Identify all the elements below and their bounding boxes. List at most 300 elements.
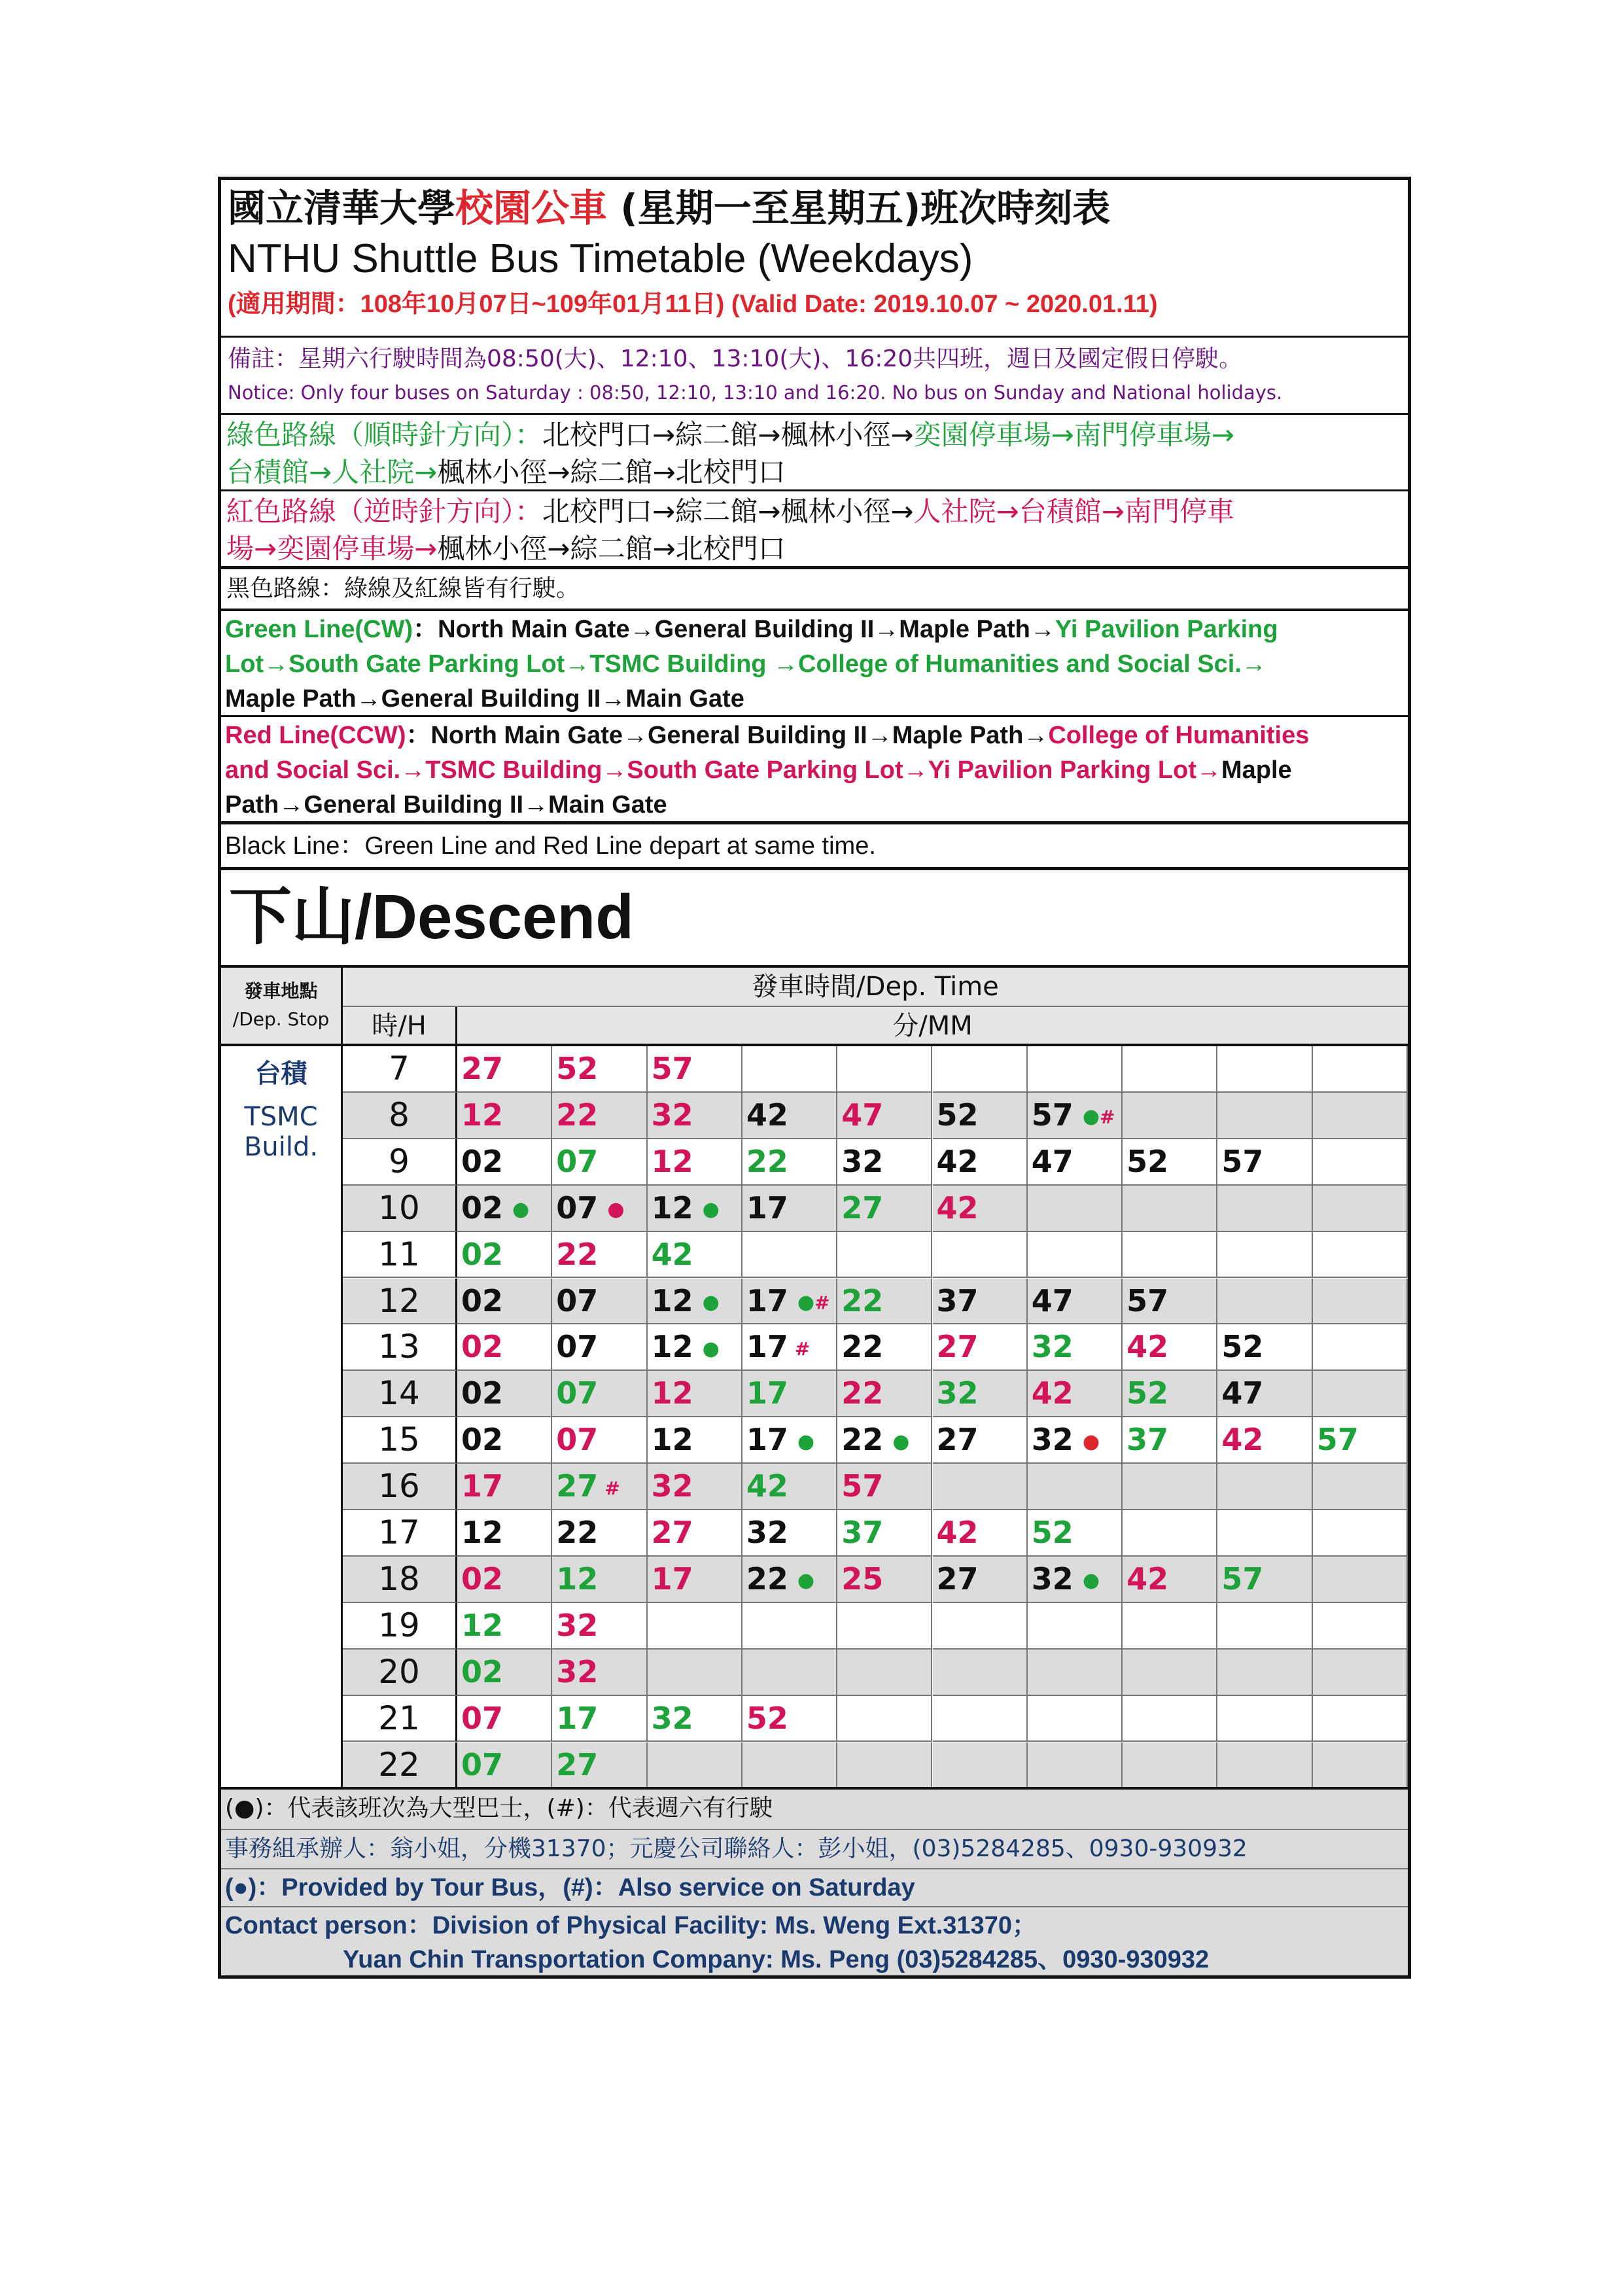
minute-cell: [933, 1371, 1028, 1417]
minute-value: 42: [1221, 1422, 1264, 1458]
minute-cell: [648, 1324, 742, 1371]
empty-cell: [1123, 1510, 1217, 1557]
footer: [221, 1787, 1408, 1975]
minute-value: 32: [1031, 1561, 1073, 1597]
empty-cell: [742, 1046, 837, 1093]
minute-value: 52: [1031, 1515, 1073, 1550]
minute-value: 22: [746, 1561, 788, 1597]
minute-cell: [1028, 1371, 1123, 1417]
empty-cell: [1313, 1046, 1408, 1093]
empty-cell: [648, 1650, 742, 1696]
minute-cell: [837, 1371, 932, 1417]
minute-value: 37: [1126, 1422, 1169, 1458]
minute-value: 12: [651, 1329, 693, 1365]
black-route-zh: [221, 566, 1408, 609]
minute-cell: [1028, 1324, 1123, 1371]
green-route-en: [221, 609, 1408, 715]
contact-en: [221, 1906, 1408, 1975]
red-route-en-seg3: and Social Sci.→TSMC Building→South Gate Parking Lot→Yi Pavilion Parking Lot→: [225, 756, 1221, 784]
title-zh-part1: 國立清華大學: [228, 186, 456, 230]
minute-value: 52: [746, 1700, 788, 1736]
empty-cell: [1313, 1510, 1408, 1557]
tour-bus-dot-icon: ●: [702, 1291, 720, 1314]
minute-value: 02: [461, 1282, 504, 1318]
tour-bus-dot-icon: ●: [1082, 1430, 1100, 1453]
minute-header: 分/MM: [457, 1007, 1408, 1046]
minute-value: 27: [651, 1515, 693, 1550]
minute-value: 22: [841, 1329, 884, 1365]
minute-cell: [648, 1464, 742, 1510]
green-route-zh: [221, 413, 1408, 489]
dep-time-header: 發車時間/Dep. Time: [343, 968, 1408, 1007]
minute-cell: [742, 1510, 837, 1557]
hour-cell: 14: [343, 1371, 457, 1417]
hour-cell: 19: [343, 1603, 457, 1650]
hour-cell: 8: [343, 1093, 457, 1139]
empty-cell: [1123, 1093, 1217, 1139]
empty-cell: [933, 1696, 1028, 1742]
minute-value: 32: [651, 1468, 693, 1504]
empty-cell: [1313, 1139, 1408, 1186]
title-zh: [228, 184, 1408, 232]
minute-cell: [742, 1093, 837, 1139]
hour-cell: 16: [343, 1464, 457, 1510]
empty-cell: [1313, 1324, 1408, 1371]
green-route-en-label: Green Line(CW): [225, 616, 413, 643]
empty-cell: [1217, 1232, 1312, 1279]
empty-cell: [1028, 1464, 1123, 1510]
minute-cell: [457, 1557, 552, 1603]
minute-value: 42: [651, 1236, 693, 1272]
minute-value: 02: [461, 1329, 504, 1365]
minute-value: 22: [841, 1375, 884, 1411]
legend-zh: (●)：代表該班次為大型巴士，(#)：代表週六有行駛: [221, 1790, 1408, 1829]
empty-cell: [1123, 1742, 1217, 1789]
empty-cell: [1123, 1603, 1217, 1650]
minute-cell: [552, 1139, 647, 1186]
minute-value: 32: [746, 1515, 788, 1550]
empty-cell: [837, 1603, 932, 1650]
timetable-grid: [221, 965, 1408, 1789]
minute-value: 17: [746, 1375, 788, 1411]
minute-value: 12: [556, 1561, 599, 1597]
empty-cell: [1313, 1650, 1408, 1696]
minute-cell: [1028, 1279, 1123, 1325]
empty-cell: [1217, 1603, 1312, 1650]
minute-value: 32: [556, 1607, 599, 1643]
minute-value: 07: [556, 1190, 599, 1226]
minute-cell: [1217, 1557, 1312, 1603]
minute-value: 22: [556, 1515, 599, 1550]
minute-value: 32: [1031, 1329, 1073, 1365]
minute-cell: [1217, 1417, 1312, 1464]
minute-value: 25: [841, 1561, 884, 1597]
minute-cell: [457, 1186, 552, 1232]
minute-cell: [837, 1279, 932, 1325]
minute-cell: [648, 1046, 742, 1093]
minute-cell: [742, 1324, 837, 1371]
descend-heading: 下山/Descend: [229, 882, 634, 952]
minute-cell: [837, 1093, 932, 1139]
minute-value: 02: [461, 1422, 504, 1458]
empty-cell: [1313, 1232, 1408, 1279]
minute-value: 02: [461, 1236, 504, 1272]
contact-en-line2: Yuan Chin Transportation Company: Ms. Peng (03)5284285、0930-930932: [343, 1946, 1210, 1973]
tour-bus-dot-icon: ●: [702, 1198, 720, 1222]
hour-cell: 21: [343, 1696, 457, 1742]
minute-cell: [552, 1696, 647, 1742]
minute-cell: [648, 1186, 742, 1232]
minute-value: 17: [746, 1329, 788, 1365]
minute-cell: [552, 1324, 647, 1371]
minute-value: 27: [841, 1190, 884, 1226]
saturday-mark-icon: #: [604, 1477, 620, 1499]
notice-zh: 備註：星期六行駛時間為08:50(大)、12:10、13:10(大)、16:20共四班，週日及國定假日停駛。: [228, 345, 1243, 372]
minute-cell: [648, 1696, 742, 1742]
minute-cell: [1313, 1417, 1408, 1464]
minute-value: 07: [461, 1700, 504, 1736]
minute-value: 17: [651, 1561, 693, 1597]
minute-value: 32: [936, 1375, 979, 1411]
red-route-en-label: Red Line(CCW): [225, 722, 406, 749]
green-route-zh-seg2: 奕園停車場→南門停車場→: [913, 419, 1234, 451]
empty-cell: [837, 1650, 932, 1696]
red-route-zh-seg4: 楓林小徑→綜二館→北校門口: [437, 533, 786, 565]
saturday-mark-icon: #: [1100, 1106, 1115, 1128]
tour-bus-dot-icon: ●: [1082, 1569, 1100, 1593]
empty-cell: [1217, 1093, 1312, 1139]
minute-value: 02: [461, 1190, 504, 1226]
minute-value: 47: [1031, 1143, 1073, 1179]
stop-name-en-2: Build.: [243, 1132, 319, 1162]
minute-cell: [1028, 1510, 1123, 1557]
minute-cell: [457, 1510, 552, 1557]
empty-cell: [742, 1603, 837, 1650]
minute-value: 17: [746, 1190, 788, 1226]
minute-value: 22: [556, 1236, 599, 1272]
hour-cell: 17: [343, 1510, 457, 1557]
minute-cell: [742, 1464, 837, 1510]
hour-cell: 12: [343, 1279, 457, 1325]
minute-cell: [837, 1139, 932, 1186]
tour-bus-dot-icon: ●: [797, 1569, 815, 1593]
hour-cell: 7: [343, 1046, 457, 1093]
minute-cell: [742, 1186, 837, 1232]
minute-cell: [742, 1557, 837, 1603]
green-route-en-line2: Lot→South Gate Parking Lot→TSMC Building →College of Humanities and Social Sci.→: [225, 650, 1266, 678]
empty-cell: [1217, 1186, 1312, 1232]
red-route-zh-label: 紅色路線（逆時針方向）：: [226, 495, 543, 527]
minute-value: 42: [746, 1097, 788, 1133]
minute-cell: [552, 1186, 647, 1232]
minute-cell: [1123, 1279, 1217, 1325]
minute-value: 12: [651, 1375, 693, 1411]
minute-value: 57: [1031, 1097, 1073, 1133]
minute-value: 12: [651, 1190, 693, 1226]
minute-cell: [933, 1186, 1028, 1232]
empty-cell: [1313, 1279, 1408, 1325]
stop-name-en-1: TSMC: [244, 1102, 318, 1132]
saturday-mark-icon: #: [814, 1292, 830, 1313]
minute-value: 17: [746, 1422, 788, 1458]
stop-column: [221, 1046, 343, 1789]
minute-value: 32: [841, 1143, 884, 1179]
minute-cell: [837, 1417, 932, 1464]
minute-value: 07: [556, 1375, 599, 1411]
minute-value: 57: [651, 1051, 693, 1086]
minute-value: 27: [936, 1422, 979, 1458]
minute-cell: [933, 1093, 1028, 1139]
minute-value: 17: [461, 1468, 504, 1504]
minute-value: 22: [556, 1097, 599, 1133]
minute-value: 07: [556, 1329, 599, 1365]
empty-cell: [742, 1650, 837, 1696]
minute-cell: [457, 1417, 552, 1464]
minute-cell: [1123, 1324, 1217, 1371]
descend-heading-block: [221, 867, 1408, 965]
minute-value: 32: [651, 1097, 693, 1133]
minute-value: 57: [1221, 1143, 1264, 1179]
empty-cell: [837, 1046, 932, 1093]
empty-cell: [1028, 1650, 1123, 1696]
empty-cell: [933, 1464, 1028, 1510]
red-route-zh-seg1: 北校門口→綜二館→楓林小徑→: [542, 495, 914, 527]
empty-cell: [1217, 1650, 1312, 1696]
empty-cell: [837, 1232, 932, 1279]
empty-cell: [1217, 1696, 1312, 1742]
minute-value: 47: [841, 1097, 884, 1133]
empty-cell: [1123, 1464, 1217, 1510]
red-route-en-seg1: ：North Main Gate→General Building II→Maple Path→: [406, 722, 1049, 749]
empty-cell: [1123, 1650, 1217, 1696]
minute-cell: [648, 1371, 742, 1417]
title-zh-highlight: 校園公車: [455, 186, 608, 230]
empty-cell: [1313, 1696, 1408, 1742]
minute-cell: [648, 1557, 742, 1603]
minute-value: 17: [556, 1700, 599, 1736]
empty-cell: [1313, 1371, 1408, 1417]
empty-cell: [1123, 1046, 1217, 1093]
empty-cell: [1217, 1464, 1312, 1510]
minute-value: 42: [936, 1190, 979, 1226]
minute-cell: [1028, 1139, 1123, 1186]
minute-cell: [933, 1417, 1028, 1464]
minute-value: 32: [1031, 1422, 1073, 1458]
green-route-zh-seg3: 台積館→人社院→: [226, 456, 438, 488]
minute-cell: [933, 1324, 1028, 1371]
title-en: NTHU Shuttle Bus Timetable (Weekdays): [228, 236, 973, 281]
minute-cell: [552, 1417, 647, 1464]
hour-cell: 9: [343, 1139, 457, 1186]
black-route-en: [221, 821, 1408, 867]
minute-cell: [552, 1742, 647, 1789]
green-route-en-seg1: ：North Main Gate→General Building II→Maple Path→: [413, 616, 1055, 643]
minute-cell: [457, 1742, 552, 1789]
minute-value: 22: [746, 1143, 788, 1179]
notice-en: Notice: Only four buses on Saturday : 08:50, 12:10, 13:10 and 16:20. No bus on Sunday and National holidays.: [228, 381, 1283, 404]
minute-cell: [457, 1139, 552, 1186]
empty-cell: [742, 1232, 837, 1279]
empty-cell: [933, 1742, 1028, 1789]
empty-cell: [1313, 1464, 1408, 1510]
minute-value: 07: [461, 1746, 504, 1782]
empty-cell: [1123, 1232, 1217, 1279]
stop-header-en: /Dep. Stop: [232, 1008, 330, 1030]
minute-cell: [837, 1186, 932, 1232]
minute-value: 42: [1126, 1561, 1169, 1597]
tour-bus-dot-icon: ●: [512, 1198, 530, 1222]
tour-bus-dot-icon: ●: [702, 1337, 720, 1360]
empty-cell: [648, 1742, 742, 1789]
minute-value: 12: [651, 1422, 693, 1458]
minute-cell: [648, 1093, 742, 1139]
minute-cell: [648, 1232, 742, 1279]
minute-cell: [1217, 1324, 1312, 1371]
tour-bus-dot-icon: ●: [797, 1430, 815, 1453]
minute-value: 52: [1126, 1375, 1169, 1411]
minute-value: 02: [461, 1375, 504, 1411]
red-route-en-seg4: Maple: [1221, 756, 1292, 784]
empty-cell: [1217, 1742, 1312, 1789]
hour-cell: 13: [343, 1324, 457, 1371]
minute-value: 02: [461, 1143, 504, 1179]
empty-cell: [1028, 1603, 1123, 1650]
empty-cell: [1217, 1279, 1312, 1325]
notice-block: [221, 336, 1408, 413]
minute-value: 37: [841, 1515, 884, 1550]
minute-value: 42: [746, 1468, 788, 1504]
minute-cell: [1123, 1557, 1217, 1603]
minute-value: 57: [1126, 1282, 1169, 1318]
contact-en-line1: Contact person：Division of Physical Facility: Ms. Weng Ext.31370；: [225, 1912, 1037, 1939]
minute-cell: [1217, 1371, 1312, 1417]
minute-value: 47: [1221, 1375, 1264, 1411]
empty-cell: [1217, 1046, 1312, 1093]
minute-cell: [457, 1046, 552, 1093]
red-route-zh-seg3: 場→奕園停車場→: [226, 533, 438, 565]
red-route-zh: [221, 489, 1408, 566]
minute-cell: [552, 1603, 647, 1650]
green-route-zh-seg1: 北校門口→綜二館→楓林小徑→: [542, 419, 914, 451]
empty-cell: [933, 1603, 1028, 1650]
minute-value: 27: [936, 1329, 979, 1365]
minute-value: 32: [651, 1700, 693, 1736]
empty-cell: [1123, 1696, 1217, 1742]
empty-cell: [1028, 1046, 1123, 1093]
minute-cell: [1123, 1417, 1217, 1464]
minute-value: 52: [936, 1097, 979, 1133]
minute-cell: [457, 1650, 552, 1696]
minute-value: 42: [1031, 1375, 1073, 1411]
minute-value: 27: [461, 1051, 504, 1086]
green-route-en-seg2: Yi Pavilion Parking: [1055, 616, 1278, 643]
minute-cell: [837, 1324, 932, 1371]
hour-cell: 22: [343, 1742, 457, 1789]
minute-cell: [457, 1603, 552, 1650]
minute-cell: [552, 1464, 647, 1510]
tour-bus-dot-icon: ●: [892, 1430, 910, 1453]
empty-cell: [1313, 1603, 1408, 1650]
timetable-document: [218, 177, 1411, 1979]
minute-value: 07: [556, 1422, 599, 1458]
empty-cell: [933, 1232, 1028, 1279]
red-route-zh-seg2: 人社院→台積館→南門停車: [913, 495, 1234, 527]
minute-cell: [1123, 1371, 1217, 1417]
minute-value: 57: [1221, 1561, 1264, 1597]
minute-value: 52: [1221, 1329, 1264, 1365]
empty-cell: [1123, 1186, 1217, 1232]
minute-cell: [552, 1510, 647, 1557]
minute-value: 12: [461, 1515, 504, 1550]
minute-value: 47: [1031, 1282, 1073, 1318]
legend-en: (●)：Provided by Tour Bus，(#)：Also service on Saturday: [221, 1868, 1408, 1906]
empty-cell: [1028, 1232, 1123, 1279]
minute-cell: [457, 1093, 552, 1139]
minute-cell: [1028, 1557, 1123, 1603]
minute-value: 52: [1126, 1143, 1169, 1179]
green-route-zh-label: 綠色路線（順時針方向）：: [226, 419, 543, 451]
hour-cell: 20: [343, 1650, 457, 1696]
empty-cell: [1028, 1186, 1123, 1232]
minute-cell: [457, 1371, 552, 1417]
minute-value: 12: [651, 1143, 693, 1179]
minute-cell: [552, 1650, 647, 1696]
minute-cell: [552, 1557, 647, 1603]
hour-cell: 10: [343, 1186, 457, 1232]
minute-value: 17: [746, 1282, 788, 1318]
minute-cell: [1028, 1417, 1123, 1464]
minute-value: 07: [556, 1143, 599, 1179]
empty-cell: [742, 1742, 837, 1789]
minute-value: 57: [841, 1468, 884, 1504]
minute-value: 52: [556, 1051, 599, 1086]
empty-cell: [1313, 1186, 1408, 1232]
minute-value: 22: [841, 1282, 884, 1318]
minute-value: 42: [936, 1143, 979, 1179]
minute-value: 32: [556, 1653, 599, 1689]
empty-cell: [1313, 1093, 1408, 1139]
minute-cell: [837, 1557, 932, 1603]
minute-cell: [1217, 1139, 1312, 1186]
green-route-en-line3: Maple Path→General Building II→Main Gate: [225, 685, 744, 713]
minute-value: 27: [556, 1468, 599, 1504]
red-route-en-seg2: College of Humanities: [1048, 722, 1310, 749]
minute-cell: [1028, 1093, 1123, 1139]
empty-cell: [933, 1046, 1028, 1093]
title-zh-part3: (星期一至星期五)班次時刻表: [607, 186, 1111, 230]
stop-header-zh: 發車地點: [244, 980, 318, 1002]
minute-cell: [457, 1232, 552, 1279]
minute-value: 42: [1126, 1329, 1169, 1365]
hour-cell: 18: [343, 1557, 457, 1603]
minute-value: 07: [556, 1282, 599, 1318]
minute-cell: [457, 1324, 552, 1371]
minute-cell: [648, 1139, 742, 1186]
tour-bus-dot-icon: ●: [607, 1198, 625, 1222]
minute-cell: [552, 1093, 647, 1139]
minute-value: 02: [461, 1653, 504, 1689]
minute-value: 37: [936, 1282, 979, 1318]
minute-cell: [933, 1510, 1028, 1557]
empty-cell: [1313, 1742, 1408, 1789]
empty-cell: [648, 1603, 742, 1650]
contact-zh: 事務組承辦人：翁小姐，分機31370；元慶公司聯絡人：彭小姐，(03)5284285、0930-930932: [221, 1829, 1408, 1868]
minute-value: 12: [461, 1607, 504, 1643]
empty-cell: [1217, 1510, 1312, 1557]
empty-cell: [1028, 1742, 1123, 1789]
minute-cell: [1123, 1139, 1217, 1186]
hour-cell: 11: [343, 1232, 457, 1279]
